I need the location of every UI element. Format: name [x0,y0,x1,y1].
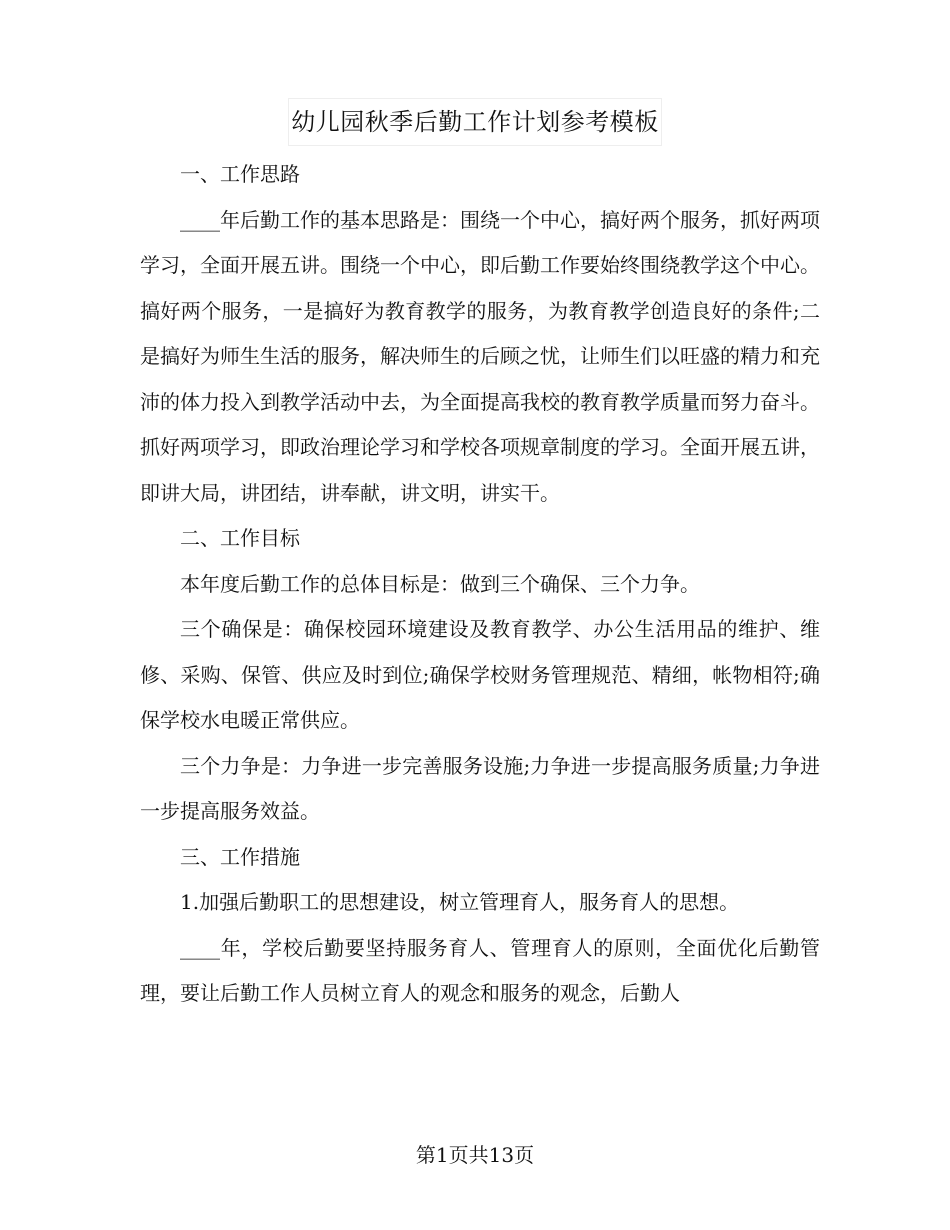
title-container [0,98,950,146]
section-heading-2: 二、工作目标 [180,526,300,550]
page-indicator: 第1页共13页 [415,1143,535,1167]
paragraph-overall-goal: 本年度后勤工作的总体目标是：做到三个确保、三个力争。 [180,571,700,596]
document-title: 幼儿园秋季后勤工作计划参考模板 [288,98,662,146]
paragraph-measure-1: 1.加强后勤职工的思想建设，树立管理育人，服务育人的思想。 [180,890,740,914]
section-heading-3: 三、工作措施 [180,844,300,869]
section-heading-1: 一、工作思路 [180,162,300,186]
paragraph-three-strives: 三个力争是：力争进一步完善服务设施;力争进一步提高服务质量;力争进一步提高服务效益。 [140,753,820,823]
page-footer [0,1140,950,1170]
paragraph-three-ensures: 三个确保是：确保校园环境建设及教育教学、办公生活用品的维护、维修、采购、保管、供应及时到位;确保学校财务管理规范、精细，帐物相符;确保学校水电暖正常供应。 [140,617,820,732]
paragraph-measure-1-detail: ____年，学校后勤要坚持服务育人、管理育人的原则，全面优化后勤管理，要让后勤工作人员树立育人的观念和服务的观念，后勤人 [140,935,820,1005]
paragraph-work-approach: ____年后勤工作的基本思路是：围绕一个中心，搞好两个服务，抓好两项学习，全面开展五讲。围绕一个中心，即后勤工作要始终围绕教学这个中心。搞好两个服务，一是搞好为教育教学的服务，为教育教学创造良好的条件;二是搞好为师生生活的服务，解决师生的后顾之忧，让师生们以旺盛的精力和充沛的体力投入到教学活动中去，为全面提高我校的教育教学质量而努力奋斗。抓好两项学习，即政治理论学习和学校各项规章制度的学习。全面开展五讲，即讲大局，讲团结，讲奉献，讲文明，讲实干。 [140,207,820,505]
document-body [140,152,820,1017]
